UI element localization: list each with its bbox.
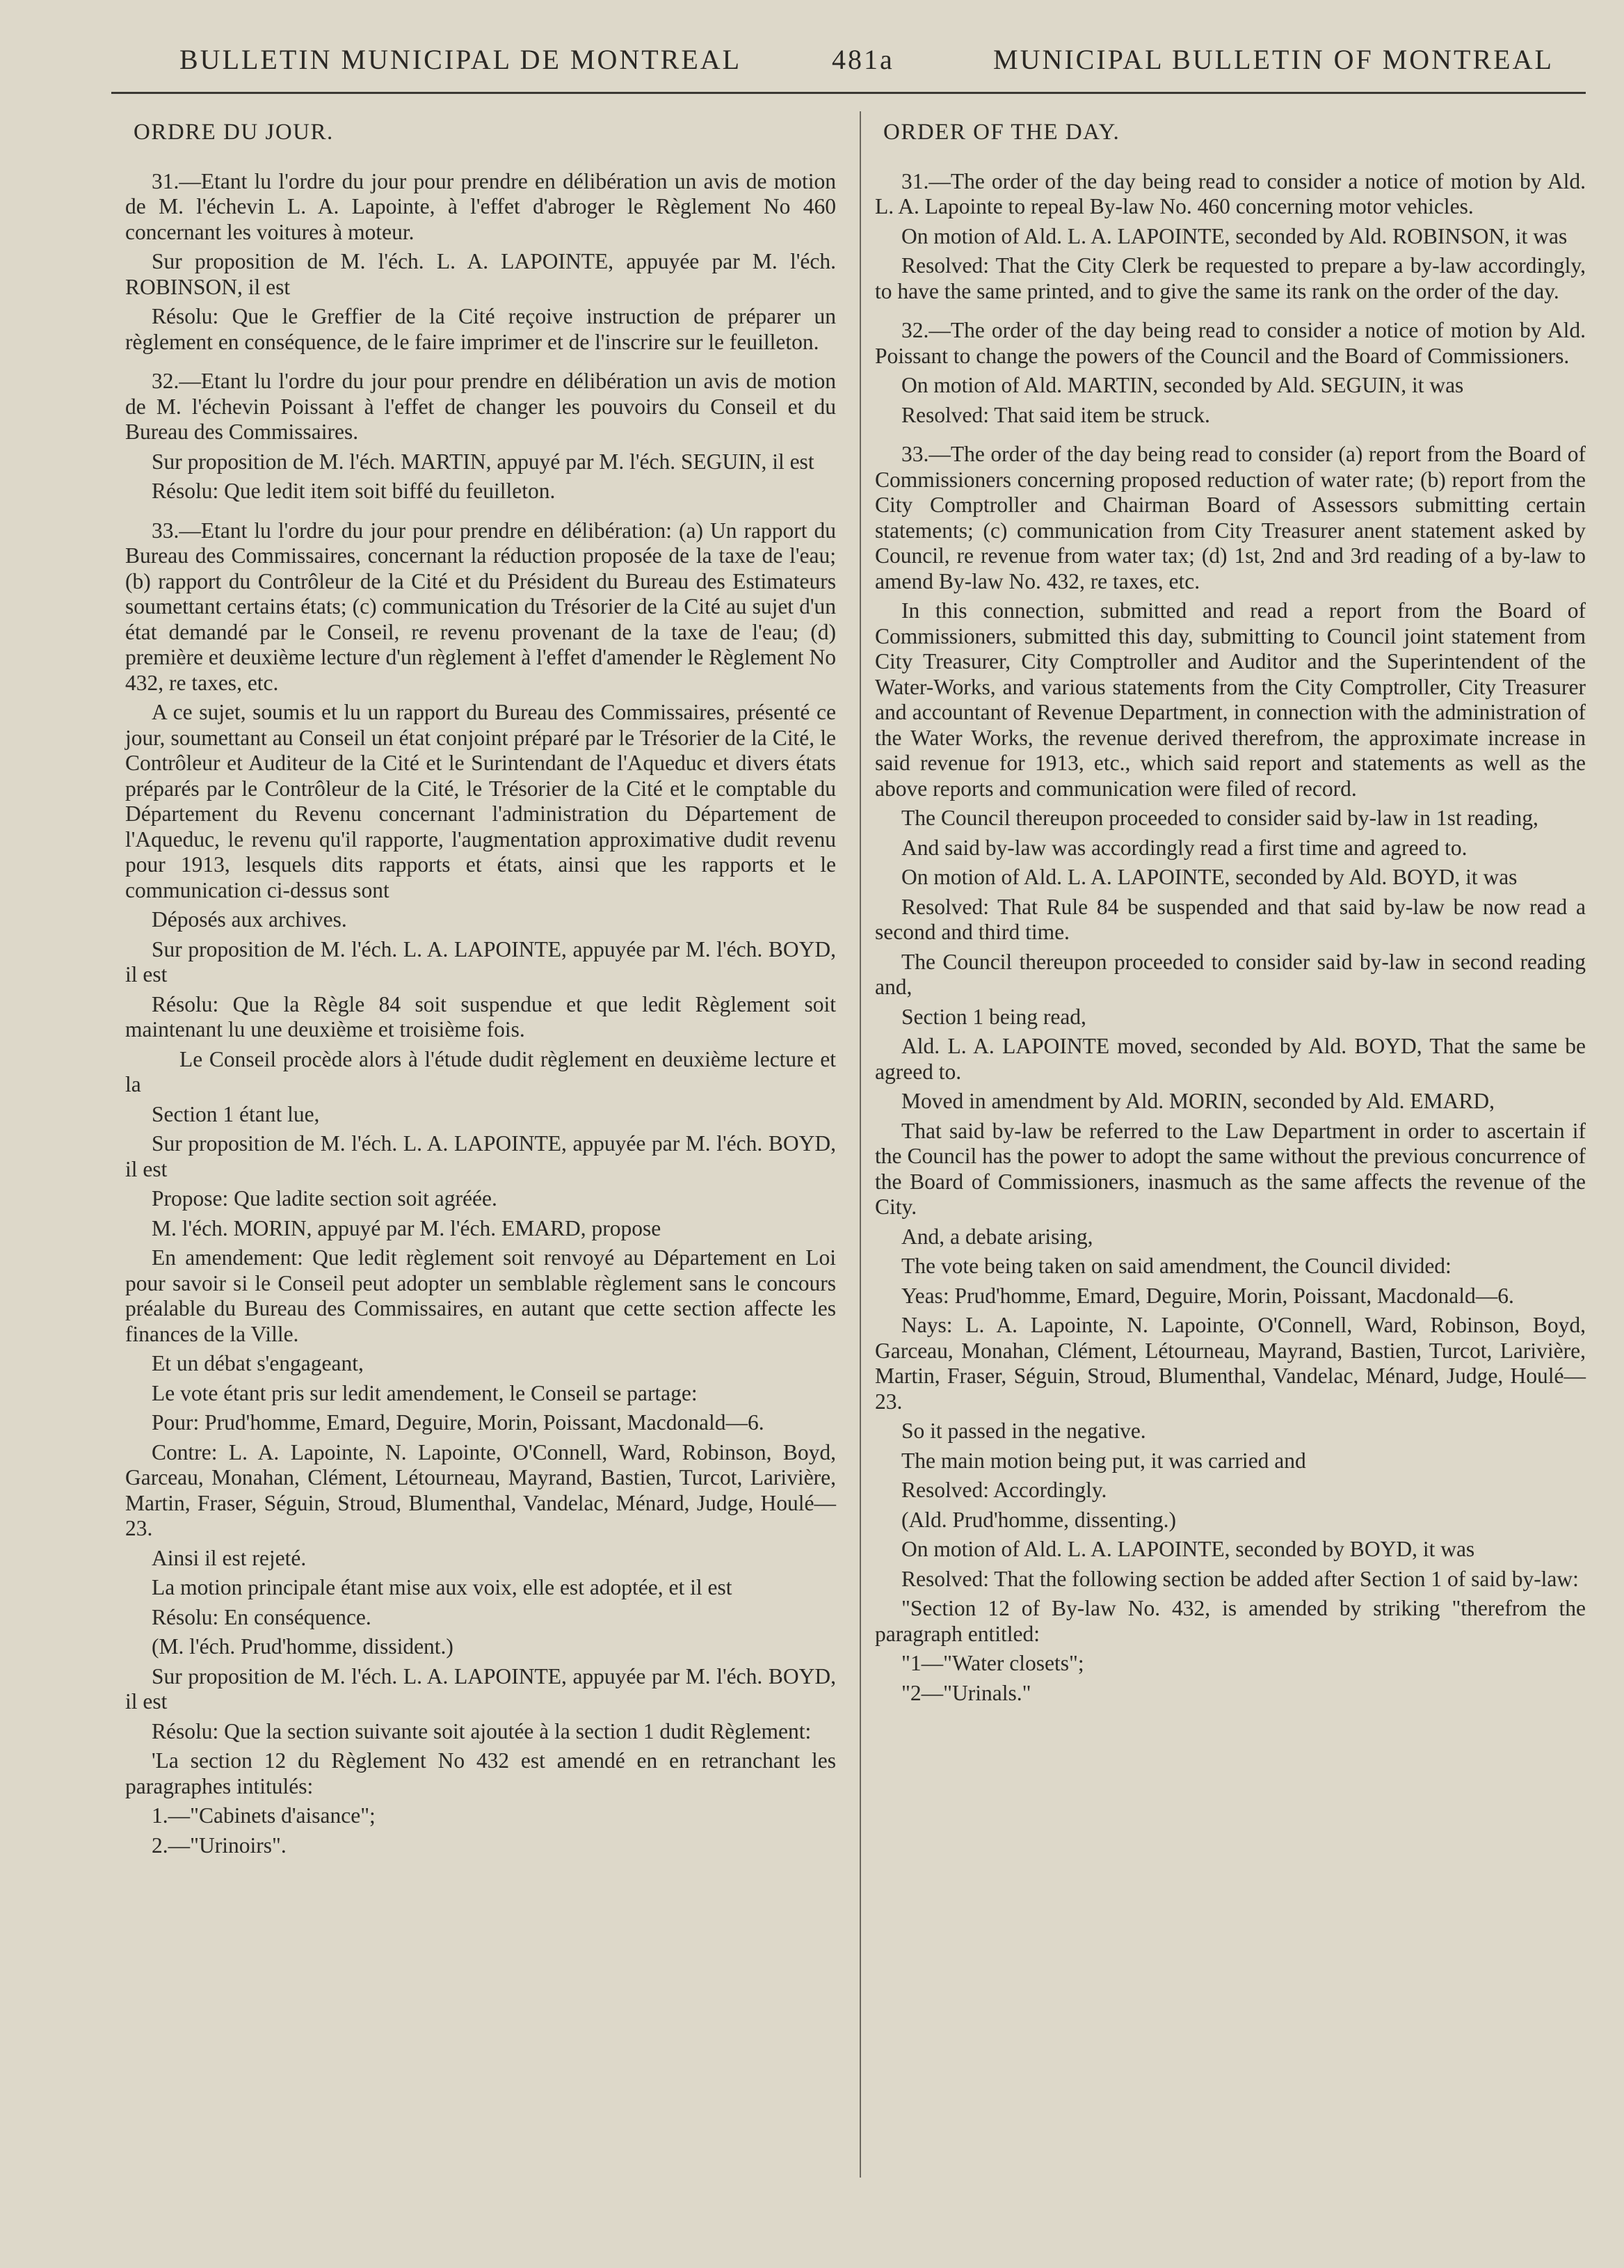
french-heading: ORDRE DU JOUR. bbox=[134, 120, 334, 145]
french-paragraph: Sur proposition de M. l'éch. L. A. LAPOINTE, appuyée par M. l'éch. BOYD, il est bbox=[125, 1663, 836, 1714]
english-paragraph: Ald. L. A. LAPOINTE moved, seconded by Ald. BOYD, That the same be agreed to. bbox=[875, 1034, 1586, 1084]
french-paragraph: 'La section 12 du Règlement No 432 est amendé en en retranchant les paragraphes intitulés: bbox=[125, 1748, 836, 1798]
french-paragraph: Le Conseil procède alors à l'étude dudit règlement en deuxième lecture et la bbox=[125, 1046, 836, 1096]
french-paragraph: Résolu: En conséquence. bbox=[152, 1604, 371, 1629]
french-paragraph: En amendement: Que ledit règlement soit renvoyé au Département en Loi pour savoir si le Conseil peut adopter un semblable règlement sans le concours préalable du Bureau des Commissaires, en autant que cette section affecte les finances de la Ville. bbox=[125, 1245, 836, 1346]
french-paragraph: 33.—Etant lu l'ordre du jour pour prendre en délibération: (a) Un rapport du Bureau des Commissaires, concernant la réduction proposée de la taxe de l'eau; (b) rapport du Contrôleur de la Cité et du Président du Bureau des Estimateurs soumettant certains états; (c) communication du Trésorier de la Cité au sujet d'un état demandé par le Conseil, re revenu provenant de la taxe de l'eau; (d) première et deuxième lecture d'un règlement à l'effet d'amender le Règlement No 432, re taxes, etc. bbox=[125, 518, 836, 695]
french-paragraph: Résolu: Que ledit item soit biffé du feuilleton. bbox=[152, 479, 556, 503]
column-divider bbox=[860, 111, 861, 2178]
english-paragraph: Yeas: Prud'homme, Emard, Deguire, Morin, Poissant, Macdonald—6. bbox=[901, 1283, 1514, 1308]
french-paragraph: Résolu: Que la section suivante soit ajoutée à la section 1 dudit Règlement: bbox=[152, 1718, 812, 1743]
english-paragraph: And said by-law was accordingly read a first time and agreed to. bbox=[901, 835, 1468, 860]
french-paragraph: Sur proposition de M. l'éch. L. A. LAPOINTE, appuyée par M. l'éch. ROBINSON, il est bbox=[125, 249, 836, 299]
french-paragraph: Déposés aux archives. bbox=[152, 907, 347, 932]
english-heading: ORDER OF THE DAY. bbox=[883, 120, 1120, 145]
english-paragraph: The Council thereupon proceeded to consider said by-law in 1st reading, bbox=[901, 806, 1538, 830]
english-paragraph: "Section 12 of By-law No. 432, is amended by striking "therefrom the paragraph entitled: bbox=[875, 1596, 1586, 1646]
english-paragraph: 33.—The order of the day being read to consider (a) report from the Board of Commissioners concerning proposed reduction of water rate; (b) report from the City Comptroller and Chairman Board of Assessors submitting certain statements; (c) communication from City Treasurer anent statement asked by Council, re revenue from water tax; (d) 1st, 2nd and 3rd reading of a by-law to amend By-law No. 432, re taxes, etc. bbox=[875, 442, 1586, 593]
english-paragraph: The Council thereupon proceeded to consider said by-law in second reading and, bbox=[875, 949, 1586, 999]
english-paragraph: "1—"Water closets"; bbox=[901, 1651, 1084, 1675]
running-header bbox=[0, 38, 1624, 79]
french-paragraph: Sur proposition de M. l'éch. MARTIN, appuyé par M. l'éch. SEGUIN, il est bbox=[152, 449, 814, 474]
french-paragraph: 1.—"Cabinets d'aisance"; bbox=[152, 1803, 376, 1828]
english-paragraph: Resolved: That the following section be added after Section 1 of said by-law: bbox=[901, 1566, 1579, 1591]
french-paragraph: (M. l'éch. Prud'homme, dissident.) bbox=[152, 1634, 453, 1659]
french-paragraph: Et un débat s'engageant, bbox=[152, 1351, 364, 1375]
english-paragraph: Section 1 being read, bbox=[901, 1004, 1086, 1029]
english-paragraph: Resolved: That said item be struck. bbox=[901, 402, 1210, 427]
french-paragraph: Sur proposition de M. l'éch. L. A. LAPOINTE, appuyée par M. l'éch. BOYD, il est bbox=[125, 936, 836, 987]
french-paragraph: Ainsi il est rejeté. bbox=[152, 1545, 307, 1570]
english-paragraph: 31.—The order of the day being read to consider a notice of motion by Ald. L. A. Lapointe to repeal By-law No. 460 concerning motor vehicles. bbox=[875, 168, 1586, 218]
french-paragraph: Résolu: Que le Greffier de la Cité reçoive instruction de préparer un règlement en conséquence, de le faire imprimer et de l'inscrire sur le feuilleton. bbox=[125, 304, 836, 354]
french-paragraph: Résolu: Que la Règle 84 soit suspendue et que ledit Règlement soit maintenant lu une deuxième et troisième fois. bbox=[125, 991, 836, 1041]
french-paragraph: Pour: Prud'homme, Emard, Deguire, Morin, Poissant, Macdonald—6. bbox=[152, 1410, 764, 1435]
header-rule bbox=[111, 92, 1586, 94]
english-paragraph: (Ald. Prud'homme, dissenting.) bbox=[901, 1507, 1177, 1532]
english-paragraph: So it passed in the negative. bbox=[901, 1419, 1146, 1443]
english-paragraph: On motion of Ald. L. A. LAPOINTE, seconded by Ald. ROBINSON, it was bbox=[901, 223, 1568, 248]
french-paragraph: Propose: Que ladite section soit agréée. bbox=[152, 1186, 497, 1211]
english-paragraph: On motion of Ald. L. A. LAPOINTE, seconded by BOYD, it was bbox=[901, 1537, 1475, 1561]
english-paragraph: "2—"Urinals." bbox=[901, 1680, 1031, 1705]
english-paragraph: Resolved: Accordingly. bbox=[901, 1478, 1107, 1502]
french-paragraph: 31.—Etant lu l'ordre du jour pour prendre en délibération un avis de motion de M. l'échevin L. A. Lapointe, à l'effet d'abroger le Règlement No 460 concernant les voitures à moteur. bbox=[125, 168, 836, 244]
english-paragraph: Resolved: That the City Clerk be requested to prepare a by-law accordingly, to have the same printed, and to give the same its rank on the order of the day. bbox=[875, 253, 1586, 303]
english-paragraph: Resolved: That Rule 84 be suspended and that said by-law be now read a second and third time. bbox=[875, 894, 1586, 944]
french-paragraph: La motion principale étant mise aux voix, elle est adoptée, et il est bbox=[152, 1575, 732, 1599]
english-paragraph: The vote being taken on said amendment, the Council divided: bbox=[901, 1254, 1452, 1278]
french-column bbox=[125, 120, 836, 1862]
english-paragraph: That said by-law be referred to the Law Department in order to ascertain if the Council has the power to adopt the same without the previous concurrence of the Board of Commissioners, inasmuch as the same affects the revenue of the City. bbox=[875, 1118, 1586, 1219]
french-paragraph: M. l'éch. MORIN, appuyé par M. l'éch. EMARD, propose bbox=[152, 1215, 661, 1240]
english-paragraph: 32.—The order of the day being read to consider a notice of motion by Ald. Poissant to change the powers of the Council and the Board of Commissioners. bbox=[875, 318, 1586, 368]
english-paragraph: The main motion being put, it was carried and bbox=[901, 1448, 1306, 1473]
english-column bbox=[875, 120, 1586, 1710]
french-paragraph: Sur proposition de M. l'éch. L. A. LAPOINTE, appuyée par M. l'éch. BOYD, il est bbox=[125, 1131, 836, 1181]
french-paragraph: 2.—"Urinoirs". bbox=[152, 1832, 287, 1858]
header-english-title: MUNICIPAL BULLETIN OF MONTREAL bbox=[993, 44, 1554, 75]
english-paragraph: In this connection, submitted and read a report from the Board of Commissioners, submitted this day, submitting to Council joint statement from City Treasurer, City Comptroller and Auditor and the Superintendent of the Water-Works, and various statements from the City Comptroller, City Treasurer and accountant of Revenue Department, in connection with the administration of the Water Works, the revenue derived therefrom, the approximate increase in said revenue for 1913, etc., which said report and statements as well as the above reports and communication were filed of record. bbox=[875, 598, 1586, 801]
english-paragraph: On motion of Ald. L. A. LAPOINTE, seconded by Ald. BOYD, it was bbox=[901, 865, 1518, 889]
english-paragraph: Nays: L. A. Lapointe, N. Lapointe, O'Connell, Ward, Robinson, Boyd, Garceau, Monahan, Clément, Létourneau, Mayrand, Bastien, Turcot, Larivière, Martin, Fraser, Séguin, Stroud, Blumenthal, Vandelac, Ménard, Judge, Houlé—23. bbox=[875, 1313, 1586, 1414]
english-paragraph: Moved in amendment by Ald. MORIN, seconded by Ald. EMARD, bbox=[901, 1089, 1495, 1113]
english-paragraph: And, a debate arising, bbox=[901, 1224, 1093, 1249]
page-number: 481a bbox=[832, 44, 894, 75]
french-paragraph: 32.—Etant lu l'ordre du jour pour prendre en délibération un avis de motion de M. l'échevin Poissant à l'effet de changer les pouvoirs du Conseil et du Bureau des Commissaires. bbox=[125, 369, 836, 444]
french-paragraph: Contre: L. A. Lapointe, N. Lapointe, O'Connell, Ward, Robinson, Boyd, Garceau, Monahan, Clément, Létourneau, Mayrand, Bastien, Turcot, Larivière, Martin, Fraser, Séguin, Stroud, Blumenthal, Vandelac, Ménard, Judge, Houlé—23. bbox=[125, 1439, 836, 1540]
french-paragraph: Le vote étant pris sur ledit amendement, le Conseil se partage: bbox=[152, 1380, 698, 1405]
header-french-title: BULLETIN MUNICIPAL DE MONTREAL bbox=[179, 44, 742, 75]
french-paragraph: A ce sujet, soumis et lu un rapport du Bureau des Commissaires, présenté ce jour, soumettant au Conseil un état conjoint préparé par le Trésorier de la Cité, le Contrôleur et Auditeur de la Cité et le Surintendant de l'Aqueduc et divers états préparés par le Contrôleur de la Cité, le Trésorier de la Cité et le comptable du Département du Revenu concernant l'administration du Département de l'Aqueduc, le revenu qu'il rapporte, l'augmentation approximative dudit revenu pour 1913, lesquels dits rapports et états, ainsi que les rapports et le communication ci-dessus sont bbox=[125, 700, 836, 902]
french-paragraph: Section 1 étant lue, bbox=[152, 1101, 320, 1126]
english-paragraph: On motion of Ald. MARTIN, seconded by Ald. SEGUIN, it was bbox=[901, 373, 1464, 397]
